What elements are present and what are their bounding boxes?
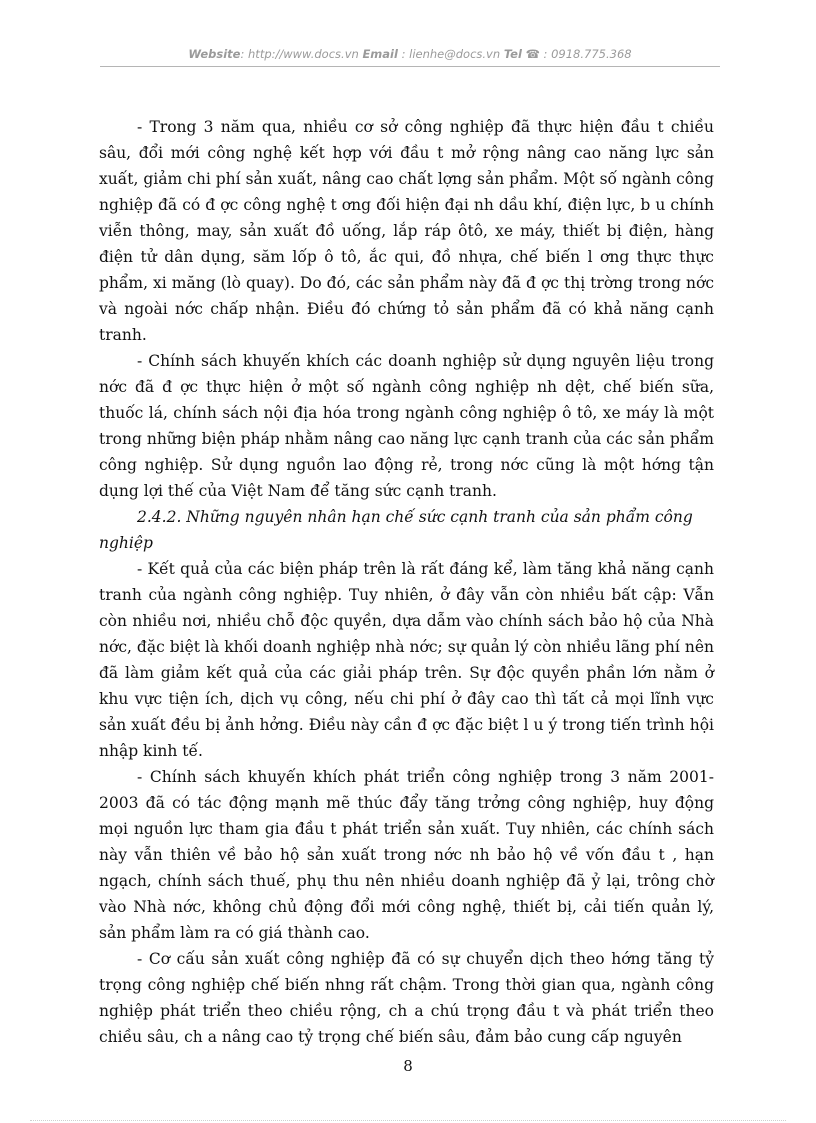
phone-icon: ☎ : xyxy=(521,47,552,61)
website-separator: : xyxy=(240,47,249,61)
paragraph: - Kết quả của các biện pháp trên là rất đáng kể, làm tăng khả năng cạnh tranh của ngành công nghiệp. Tuy nhiên, ở đây vẫn còn nhiều bất cập: Vẫn còn nhiều nơi, nhiều chỗ độc quyền, dựa dẫm vào chính sách bảo hộ của Nhà nớc, đặc biệt là khối doanh nghiệp nhà nớc; sự quản lý còn nhiều lãng phí nên đã làm giảm kết quả của các giải pháp trên. Sự độc quyền phần lớn nằm ở khu vực tiện ích, dịch vụ công, nếu chi phí ở đây cao thì tất cả mọi lĩnh vực sản xuất đều bị ảnh hởng. Điều này cần đ ợc đặc biệt l u ý trong tiến trình hội nhập kinh tế. xyxy=(99,560,714,760)
website-url[interactable]: http://www.docs.vn xyxy=(248,47,359,61)
paragraph: - Cơ cấu sản xuất công nghiệp đã có sự chuyển dịch theo hớng tăng tỷ trọng công nghiệp chế biến nhng rất chậm. Trong thời gian qua, ngành công nghiệp phát triển theo chiều rộng, ch a chú trọng đầu t và phát triển theo chiều sâu, ch a nâng cao tỷ trọng chế biến sâu, đảm bảo cung cấp nguyên xyxy=(99,950,714,1046)
tel-label: Tel xyxy=(503,47,522,61)
email-separator: : xyxy=(397,47,410,61)
page-number: 8 xyxy=(403,1057,413,1075)
page-bottom-border xyxy=(30,1120,786,1121)
paragraph: - Chính sách khuyến khích phát triển công nghiệp trong 3 năm 2001-2003 đã có tác động mạnh mẽ thúc đẩy tăng trởng công nghiệp, huy động mọi nguồn lực tham gia đầu t phát triển sản xuất. Tuy nhiên, các chính sách này vẫn thiên về bảo hộ sản xuất trong nớc nh bảo hộ về vốn đầu t , hạn ngạch, chính sách thuế, phụ thu nên nhiều doanh nghiệp đã ỷ lại, trông chờ vào Nhà nớc, không chủ động đổi mới công nghệ, thiết bị, cải tiến quản lý, sản phẩm làm ra có giá thành cao. xyxy=(99,768,714,942)
tel-value: 0918.775.368 xyxy=(551,47,632,61)
header-divider xyxy=(100,66,720,67)
section-heading: 2.4.2. Những nguyên nhân hạn chế sức cạnh tranh của sản phẩm công nghiệp xyxy=(99,508,693,552)
page-header xyxy=(100,47,720,61)
paragraph: - Chính sách khuyến khích các doanh nghiệp sử dụng nguyên liệu trong nớc đã đ ợc thực hiện ở một số ngành công nghiệp nh dệt, chế biến sữa, thuốc lá, chính sách nội địa hóa trong ngành công nghiệp ô tô, xe máy là một trong những biện pháp nhằm nâng cao năng lực cạnh tranh của các sản phẩm công nghiệp. Sử dụng nguồn lao động rẻ, trong nớc cũng là một hớng tận dụng lợi thế của Việt Nam để tăng sức cạnh tranh. xyxy=(99,352,714,500)
website-label: Website xyxy=(188,47,241,61)
paragraph: - Trong 3 năm qua, nhiều cơ sở công nghiệp đã thực hiện đầu t chiều sâu, đổi mới công nghệ kết hợp với đầu t mở rộng nâng cao năng lực sản xuất, giảm chi phí sản xuất, nâng cao chất lợng sản phẩm. Một số ngành công nghiệp đã có đ ợc công nghệ t ơng đối hiện đại nh dầu khí, điện lực, b u chính viễn thông, may, sản xuất đồ uống, lắp ráp ôtô, xe máy, thiết bị điện, hàng điện tử dân dụng, săm lốp ô tô, ắc qui, đồ nhựa, chế biến l ơng thực thực phẩm, xi măng (lò quay). Do đó, các sản phẩm này đã đ ợc thị trờng trong nớc và ngoài nớc chấp nhận. Điều đó chứng tỏ sản phẩm đã có khả năng cạnh tranh. xyxy=(99,118,714,344)
email-value[interactable]: lienhe@docs.vn xyxy=(409,47,501,61)
document-body xyxy=(99,114,714,1050)
email-label: Email xyxy=(362,47,398,61)
